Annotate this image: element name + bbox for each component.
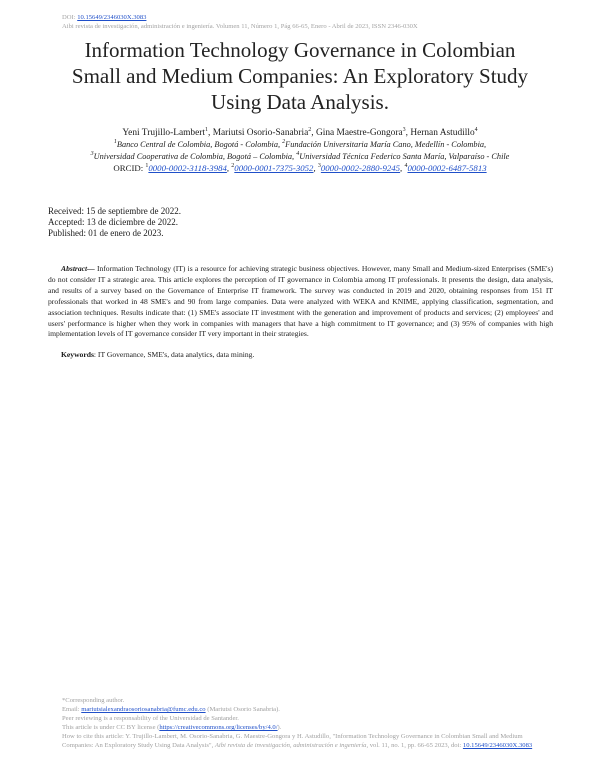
- separator: ,: [400, 163, 405, 173]
- orcid-link[interactable]: 0000-0002-3118-3984: [148, 163, 227, 173]
- orcid-marker: 1: [145, 163, 149, 170]
- affiliation-line-2: [30, 151, 570, 162]
- author-name: Hernan Astudillo: [410, 128, 475, 138]
- orcid-line: [30, 163, 570, 174]
- journal-info-line: Aibi revista de investigación, administración e ingeniería. Volumen 11, Número 1, Pág 66-65, Enero - Abril de 2023, ISSN 2346-030X: [62, 23, 418, 30]
- title-line-2: Small and Medium Companies: An Exploratory Study: [71, 64, 529, 88]
- author-marker: 2: [308, 126, 312, 133]
- corresponding-note: *Corresponding author.: [62, 697, 125, 704]
- separator: ,: [208, 128, 213, 138]
- orcid-marker: 2: [231, 163, 235, 170]
- journal-header: [62, 13, 542, 31]
- keywords: [61, 350, 551, 361]
- author-marker: 4: [474, 126, 478, 133]
- affiliation-text: Universidad Técnica Federico Santa María, Valparaíso - Chile: [299, 152, 510, 161]
- published-date: Published: 01 de enero de 2023.: [48, 228, 164, 238]
- title-line-1: Information Technology Governance in Colombian: [84, 38, 516, 62]
- affiliation-text: Fundación Universitaria María Cano, Medellín - Colombia,: [285, 140, 487, 149]
- orcid-link[interactable]: 0000-0002-2880-9245: [320, 163, 401, 173]
- citation-journal: Aibi revista de investigación, administración e ingeniería: [214, 742, 367, 749]
- separator: ,: [313, 163, 318, 173]
- email-label: Email:: [62, 706, 82, 713]
- publication-dates: [48, 206, 181, 239]
- author-list: [30, 127, 570, 139]
- footnotes: [62, 696, 542, 750]
- citation-text: , vol. 11, no. 1, pp. 66-65 2023, doi:: [366, 742, 463, 749]
- license-text: ).: [277, 724, 282, 731]
- license-line: [62, 723, 542, 732]
- citation-doi-link[interactable]: 10.15649/2346030X.3083: [462, 742, 533, 749]
- orcid-link[interactable]: 0000-0001-7375-3052: [234, 163, 314, 173]
- separator: ,: [226, 163, 232, 173]
- license-link[interactable]: https://creativecommons.org/licenses/by/4.0/: [159, 724, 278, 731]
- doi-line: [62, 13, 542, 22]
- citation-note: [62, 732, 542, 750]
- author-marker: 3: [402, 126, 406, 133]
- author-marker: 1: [205, 126, 208, 133]
- affiliation-text: Universidad Cooperativa de Colombia, Bogotá – Colombia,: [93, 152, 297, 161]
- orcid-marker: 3: [317, 163, 321, 170]
- orcid-marker: 4: [404, 163, 408, 170]
- email-link[interactable]: mariutsialexandraosoriosanabria@fumc.edu.co: [81, 706, 206, 713]
- email-line: [62, 705, 542, 714]
- license-text: This article is under CC BY license (: [62, 724, 160, 731]
- author-name: Mariutsi Osorio-Sanabria: [212, 128, 309, 138]
- author-name: Gina Maestre-Gongora: [315, 128, 403, 138]
- email-note: (Mariutsi Osorio Sanabria).: [205, 706, 280, 713]
- abstract-text: Information Technology (IT) is a resource for achieving strategic business objectives. However, many Small and Medium-sized Enterprises (SME's) do not consider IT a strategic area. This article explores the perception of IT governance in Colombia among IT professionals. It presents the design, data analysis, and results of a survey based on the Governance of Enterprise IT framework. The survey was conducted in 2019 and 2020, obtaining responses from 151 IT professionals that worked in 48 SME's and 90 from large companies. Data were analyzed with WEKA and KNIME, applying classification, segmentation, and association techniques. Results indicate that: (1) SME's associate IT investment with the generation and improvement of products and services; (2) employees' and users' performance is higher when they work in companies with managers that have a high commitment to IT governance; and (3) 95% of companies with high implementation levels of IT governance consider IT very important in their strategies.: [48, 264, 553, 339]
- citation-text: How to cite this article: Y. Trujillo-Lambert, M. Osorio-Sanabria, G. Maestre-Gongora y H. Astudillo, "Information Technology Governance in Colombian Small and Medium Companies: An Exploratory Study Using Data Analysis",: [62, 733, 523, 749]
- affiliation-text: Banco Central de Colombia, Bogotá - Colombia,: [116, 140, 283, 149]
- paper-title: [30, 37, 570, 115]
- affiliation-marker: 4: [296, 151, 300, 158]
- author-name: Yeni Trujillo-Lambert: [122, 128, 205, 138]
- doi-link[interactable]: 10.15649/2346030X.3083: [77, 14, 147, 21]
- affiliation-line-1: [30, 139, 570, 150]
- abstract-heading: Abstract—: [61, 264, 95, 273]
- peer-review-note: Peer reviewing is a responsability of the Universidad de Santander.: [62, 715, 239, 722]
- abstract: [48, 264, 553, 340]
- keywords-label: Keywords: [61, 350, 94, 359]
- affiliation-marker: 3: [90, 151, 94, 158]
- keywords-text: : IT Governance, SME's, data analytics, data mining.: [93, 350, 255, 359]
- separator: ,: [405, 128, 411, 138]
- affiliation-marker: 2: [282, 139, 286, 146]
- title-line-3: Using Data Analysis.: [211, 90, 389, 114]
- separator: ,: [311, 128, 316, 138]
- affiliation-marker: 1: [113, 139, 117, 146]
- received-date: Received: 15 de septiembre de 2022.: [48, 206, 181, 216]
- orcid-link[interactable]: 0000-0002-6487-5813: [407, 163, 487, 173]
- accepted-date: Accepted: 13 de diciembre de 2022.: [48, 217, 178, 227]
- orcid-label: ORCID:: [113, 163, 146, 173]
- doi-label: DOI:: [62, 14, 78, 21]
